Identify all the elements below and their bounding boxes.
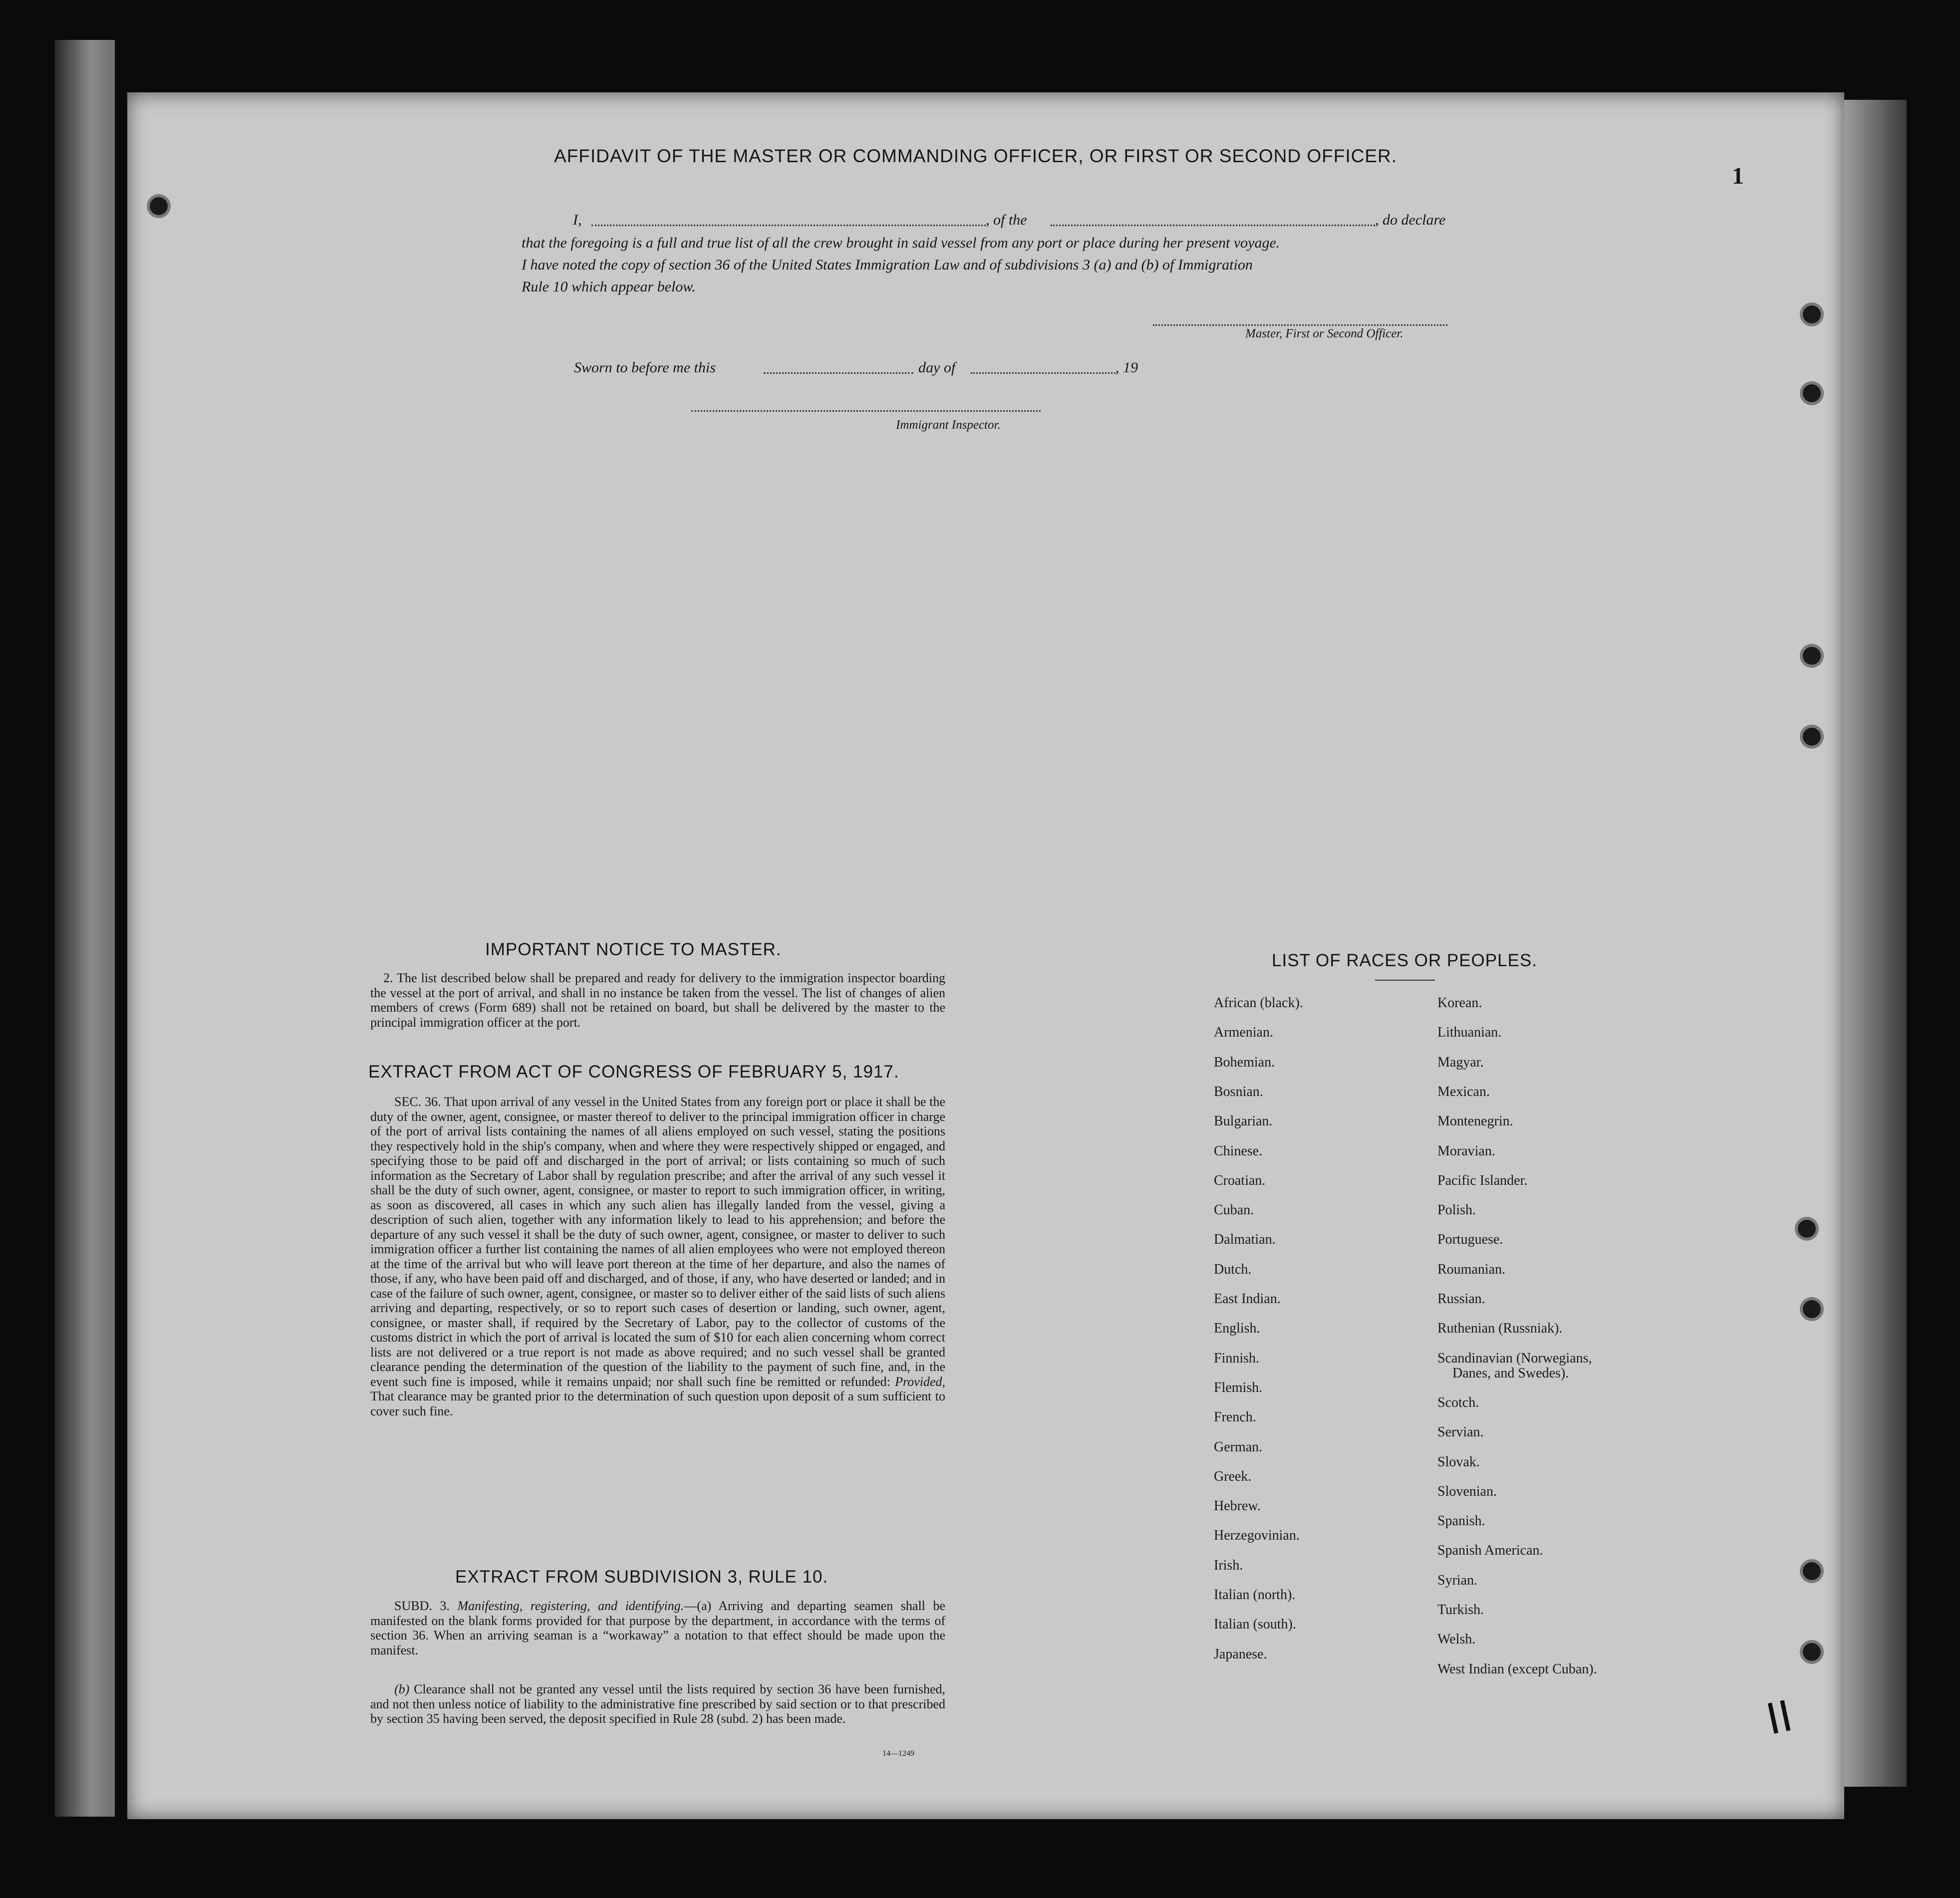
master-signature-line[interactable]: [1153, 324, 1447, 326]
subd-label: SUBD. 3.: [394, 1599, 450, 1613]
race-item: Flemish.: [1214, 1379, 1263, 1395]
notice-body: 2. The list described below shall be prepared and ready for delivery to the immigration inspector boarding the vessel at the port of arrival, and shall in no instance be taken from the vessel. The list of changes of alien members of crews (Form 689) shall not be retained on board, but shall be delivered by the master to the principal immigration officer at the port.: [370, 971, 945, 1030]
day-of-label: day of: [918, 359, 956, 376]
race-item: Turkish.: [1437, 1602, 1484, 1618]
race-item: Roumanian.: [1437, 1261, 1506, 1277]
punch-hole: [1803, 728, 1821, 746]
race-item: German.: [1214, 1439, 1263, 1455]
race-item: Chinese.: [1214, 1143, 1263, 1159]
race-item: Slovenian.: [1437, 1483, 1497, 1499]
affidavit-of-the: , of the: [986, 212, 1027, 228]
race-item: Scotch.: [1437, 1394, 1479, 1410]
extract-act-body: [370, 1094, 945, 1418]
race-item: French.: [1214, 1409, 1256, 1425]
race-item: Bohemian.: [1214, 1054, 1275, 1070]
race-item: Bulgarian.: [1214, 1113, 1273, 1129]
punch-hole: [1803, 305, 1821, 323]
race-item: Greek.: [1214, 1468, 1252, 1484]
race-item: Scandinavian (Norwegians,: [1437, 1350, 1592, 1366]
race-item: Hebrew.: [1214, 1498, 1261, 1514]
name-blank[interactable]: [591, 225, 986, 226]
race-item: Armenian.: [1214, 1025, 1273, 1041]
race-item: Russian.: [1437, 1291, 1485, 1307]
race-item: Welsh.: [1437, 1631, 1476, 1647]
extract-rule-a: [370, 1599, 945, 1657]
race-item: African (black).: [1214, 995, 1303, 1011]
sworn-label: Sworn to before me this: [574, 359, 716, 376]
race-item: Spanish.: [1437, 1513, 1485, 1529]
race-item: Lithuanian.: [1437, 1025, 1502, 1041]
race-item: Ruthenian (Russniak).: [1437, 1321, 1563, 1337]
races-title: LIST OF RACES OR PEOPLES.: [1272, 951, 1538, 970]
vessel-blank[interactable]: [1051, 225, 1375, 226]
punch-hole: [1798, 1220, 1816, 1238]
race-item: Finnish.: [1214, 1350, 1260, 1366]
race-item: Irish.: [1214, 1557, 1243, 1573]
race-item: West Indian (except Cuban).: [1437, 1661, 1597, 1677]
race-item: Dutch.: [1214, 1261, 1252, 1277]
sec-text: That upon arrival of any vessel in the United States from any foreign port or place it shall be the duty of the owner, agent, consignee, or master thereof to deliver to the principal immigration officer in charge of the port of arrival lists containing the names of all aliens employed on such vessel, stating the positions they respectively hold in the ship's company, when and where they were respectively shipped or engaged, and specifying those to be paid off and discharged in the port of arrival; or lists containing so much of such information as the Secretary of Labor shall by regulation prescribe; and after the arrival of any such vessel it shall be the duty of such owner, agent, consignee, or master to report to such immigration officer, in writing, as soon as discovered, all cases in which any such alien has illegally landed from the vessel, giving a description of such alien, together with any information likely to lead to his apprehension; and before the departure of any such vessel it shall be the duty of such owner, agent, consignee, or master to deliver to such immigration officer a further list containing the names of all alien employees who were not employed thereon at the time of the arrival but who will leave port thereon at the time of her departure, and also the names of those, if any, who have been paid off and discharged, and of those, if any, who have deserted or landed; and in case of the failure of such owner, agent, consignee, or master so to deliver either of the said lists of such aliens arriving and departing, respectively, or so to report such cases of desertion or landing, such owner, agent, consignee, or master shall, if required by the Secretary of Labor, pay to the collector of customs of the customs district in which the port of arrival is located the sum of $10 for each alien concerning whom correct lists are not delivered or a true report is not made as above required; and no such vessel shall be granted clearance pending the determination of the question of the liability to the payment of such fine, and, in the event such fine is imposed, while it remains unpaid; nor shall such fine be remitted or refunded:: [370, 1094, 946, 1389]
race-item: Croatian.: [1214, 1172, 1266, 1188]
race-item: Polish.: [1437, 1202, 1476, 1218]
subd-heading: Manifesting, registering, and identifying.: [457, 1599, 684, 1613]
affidavit-declare: , do declare: [1375, 212, 1446, 228]
notice-title: IMPORTANT NOTICE TO MASTER.: [485, 940, 782, 959]
race-item: Slovak.: [1437, 1454, 1480, 1470]
races-title-rule: [1375, 980, 1435, 981]
affidavit-line2: that the foregoing is a full and true list of all the crew brought in said vessel from any port or place during her present voyage.: [522, 235, 1280, 251]
punch-hole: [1803, 384, 1821, 402]
sworn-month-blank[interactable]: [971, 372, 1116, 374]
race-item: Korean.: [1437, 995, 1482, 1011]
inspector-signature-line[interactable]: [691, 410, 1041, 412]
affidavit-i: I,: [573, 212, 582, 228]
document-sheet: [127, 92, 1844, 1819]
extract-rule-b: [370, 1682, 945, 1726]
race-item: Japanese.: [1214, 1646, 1267, 1662]
sworn-day-blank[interactable]: [764, 372, 913, 374]
underlying-page-left-edge: [55, 40, 115, 1817]
handwritten-mark: II: [1762, 1690, 1797, 1745]
race-item: Portuguese.: [1437, 1232, 1503, 1248]
master-label: Master, First or Second Officer.: [1245, 327, 1403, 340]
race-item: Spanish American.: [1437, 1543, 1543, 1559]
race-item: English.: [1214, 1321, 1260, 1337]
race-item: Italian (south).: [1214, 1617, 1296, 1632]
year-label: , 19: [1116, 359, 1138, 376]
affidavit-line3: I have noted the copy of section 36 of the United States Immigration Law and of subdivisions 3 (a) and (b) of Immigration: [522, 257, 1253, 273]
race-item: Syrian.: [1437, 1572, 1478, 1588]
sheet-number: 1: [1732, 163, 1744, 189]
provided-label: Provided,: [895, 1374, 945, 1389]
subd-b-text: Clearance shall not be granted any vessel until the lists required by section 36 have been furnished, and not then unless notice of liability to the administrative fine prescribed by said section or to that prescribed by section 35 having been served, the deposit specified in Rule 28 (subd. 2) has been made.: [370, 1682, 945, 1726]
race-item: Dalmatian.: [1214, 1232, 1276, 1248]
sec-label: SEC. 36.: [394, 1094, 441, 1109]
race-item: Moravian.: [1437, 1143, 1495, 1159]
race-item: Mexican.: [1437, 1084, 1490, 1099]
race-item: East Indian.: [1214, 1291, 1281, 1307]
race-item: Magyar.: [1437, 1054, 1484, 1070]
punch-hole: [150, 197, 168, 215]
subd-a-text: —(a) Arriving and departing seamen shall be manifested on the blank forms provided for that purpose by the department, in accordance with the terms of section 36. When an arriving seaman is a “workaway” a notation to that effect should be made upon the manifest.: [370, 1599, 946, 1657]
punch-hole: [1803, 1643, 1821, 1661]
punch-hole: [1803, 1562, 1821, 1580]
race-item: Montenegrin.: [1437, 1113, 1513, 1129]
affidavit-title: AFFIDAVIT OF THE MASTER OR COMMANDING OFFICER, OR FIRST OR SECOND OFFICER.: [554, 146, 1398, 166]
race-item: Pacific Islander.: [1437, 1172, 1528, 1188]
race-item: Bosnian.: [1214, 1084, 1263, 1099]
extract-act-title: EXTRACT FROM ACT OF CONGRESS OF FEBRUARY 5, 1917.: [368, 1062, 899, 1082]
race-item: Servian.: [1437, 1424, 1484, 1440]
subd-b-label: (b): [394, 1682, 410, 1696]
inspector-label: Immigrant Inspector.: [896, 418, 1001, 432]
race-item: Cuban.: [1214, 1202, 1254, 1218]
race-item: Danes, and Swedes).: [1452, 1365, 1569, 1381]
race-item: Italian (north).: [1214, 1587, 1296, 1603]
affidavit-line4: Rule 10 which appear below.: [522, 278, 696, 295]
sec-text-end: That clearance may be granted prior to the determination of such question upon deposit of a sum sufficient to cover such fine.: [370, 1389, 945, 1418]
extract-rule-title: EXTRACT FROM SUBDIVISION 3, RULE 10.: [455, 1567, 829, 1587]
form-number: 14—1249: [882, 1749, 914, 1758]
race-item: Herzegovinian.: [1214, 1528, 1300, 1544]
punch-hole: [1803, 1300, 1821, 1318]
punch-hole: [1803, 647, 1821, 665]
